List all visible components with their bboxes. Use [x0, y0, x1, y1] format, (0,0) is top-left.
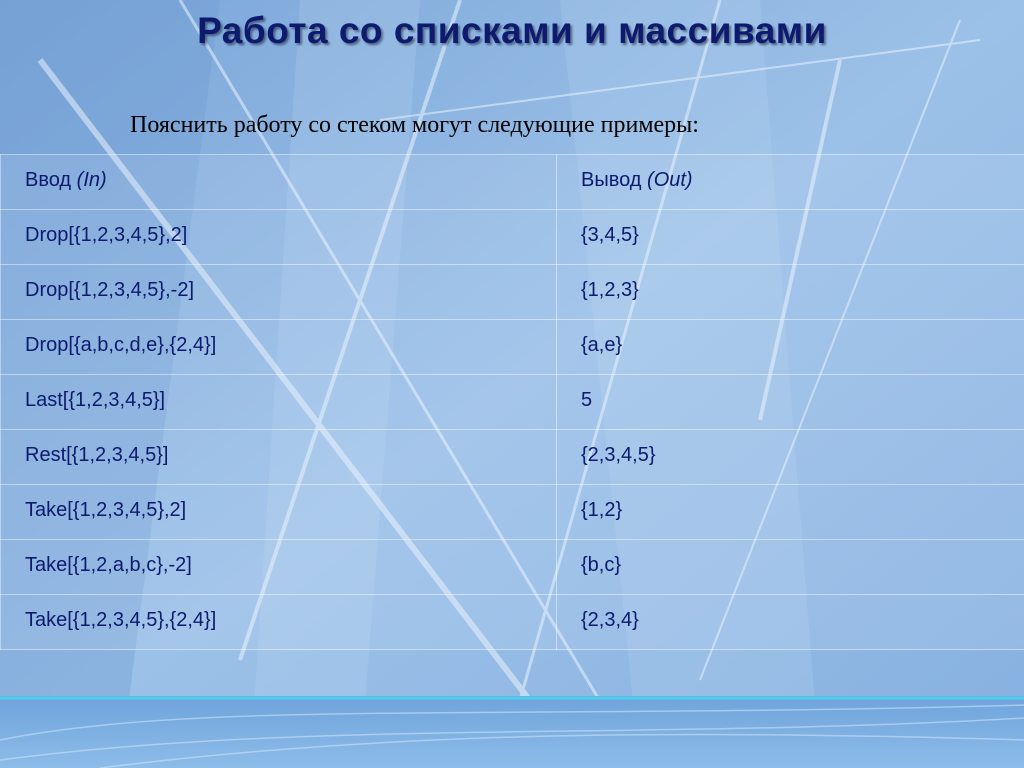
input-cell: Take[{1,2,a,b,c},-2] — [1, 540, 557, 595]
header-output — [557, 155, 1024, 210]
output-cell: {a,e} — [557, 320, 1024, 375]
header-input — [1, 155, 557, 210]
input-cell: Last[{1,2,3,4,5}] — [1, 375, 557, 430]
output-cell: 5 — [557, 375, 1024, 430]
table-row — [1, 265, 1024, 320]
table-row — [1, 210, 1024, 265]
input-cell: Drop[{1,2,3,4,5},-2] — [1, 265, 557, 320]
table-row — [1, 430, 1024, 485]
output-cell: {b,c} — [557, 540, 1024, 595]
output-cell: {1,2} — [557, 485, 1024, 540]
table-row — [1, 485, 1024, 540]
output-cell: {2,3,4,5} — [557, 430, 1024, 485]
table-header-row — [1, 155, 1024, 210]
header-input-note: (In) — [76, 168, 107, 191]
output-cell: {1,2,3} — [557, 265, 1024, 320]
input-cell: Rest[{1,2,3,4,5}] — [1, 430, 557, 485]
table-row — [1, 375, 1024, 430]
header-output-label: Вывод — [581, 168, 642, 191]
input-cell: Drop[{a,b,c,d,e},{2,4}] — [1, 320, 557, 375]
header-output-note: (Out) — [647, 168, 693, 191]
input-cell: Take[{1,2,3,4,5},{2,4}] — [1, 595, 557, 650]
output-cell: {3,4,5} — [557, 210, 1024, 265]
header-input-label: Ввод — [25, 168, 72, 191]
input-cell: Drop[{1,2,3,4,5},2] — [1, 210, 557, 265]
examples-table — [0, 154, 1024, 650]
output-cell: {2,3,4} — [557, 595, 1024, 650]
slide-subtitle: Пояснить работу со стеком могут следующие примеры: — [130, 112, 699, 138]
table-row — [1, 320, 1024, 375]
input-cell: Take[{1,2,3,4,5},2] — [1, 485, 557, 540]
slide-title: Работа со списками и массивами — [197, 10, 827, 51]
table-row — [1, 540, 1024, 595]
table-row — [1, 595, 1024, 650]
